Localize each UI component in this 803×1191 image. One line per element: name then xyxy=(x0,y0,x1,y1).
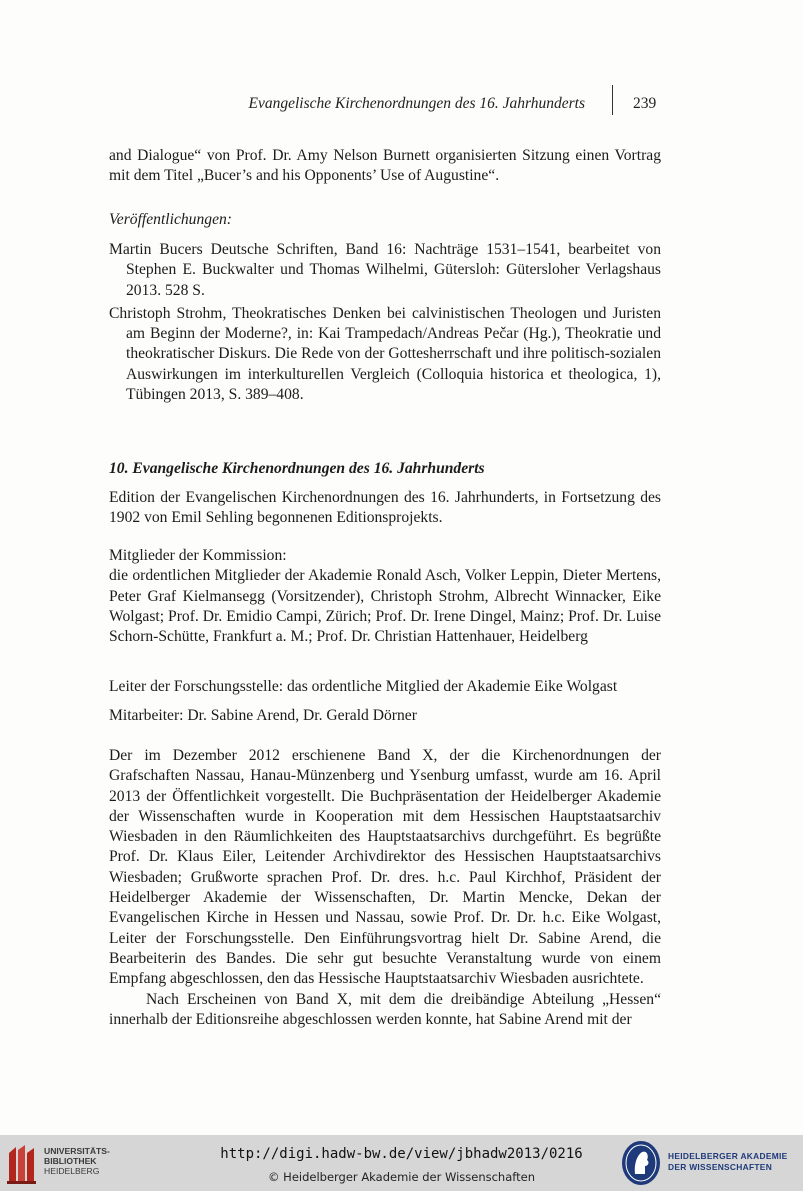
publications-list xyxy=(109,240,661,405)
academy-seal-icon xyxy=(621,1140,661,1186)
academy-name xyxy=(668,1151,788,1173)
ub-line-3: HEIDELBERG xyxy=(44,1166,100,1176)
academy-line-1: HEIDELBERGER AKADEMIE xyxy=(668,1151,788,1161)
section-intro: Edition der Evangelischen Kirchenordnungen des 16. Jahrhunderts, in Fortsetzung des 1902 von Emil Sehling begonnenen Editionsprojekts. xyxy=(109,489,661,527)
leader-block xyxy=(109,677,661,697)
running-head-divider xyxy=(612,85,613,115)
publication-entry: Martin Bucers Deutsche Schriften, Band 16: Nachträge 1531–1541, bearbeitet von Stephen E. Buckwalter und Thomas Wilhelmi, Gütersloh: Gütersloher Verlagshaus 2013. 528 S. xyxy=(109,241,661,299)
members-label: Mitglieder der Kommission: xyxy=(109,547,287,564)
publication-entry: Christoph Strohm, Theokratisches Denken bei calvinistischen Theologen und Juristen am Beginn der Moderne?, in: Kai Trampedach/Andreas Pečar (Hg.), Theokratie und theokratischer Diskurs. Die Rede von der Gottesherrschaft und ihre politisch-sozialen Auswirkungen im interkulturellen Vergleich (Colloquia historica et theologica, 1), Tübingen 2013, S. 389–408. xyxy=(109,304,661,404)
section-heading-block xyxy=(109,459,661,479)
staff-line: Mitarbeiter: Dr. Sabine Arend, Dr. Gerald Dörner xyxy=(109,707,417,724)
staff-block xyxy=(109,706,661,726)
leader-line: Leiter der Forschungsstelle: das ordentliche Mitglied der Akademie Eike Wolgast xyxy=(109,678,618,695)
main-paragraph: Der im Dezember 2012 erschienene Band X, der die Kirchenordnungen der Grafschaften Nassau, Hanau-Münzenberg und Ysenburg umfasst, wurde am 16. April 2013 der Öffentlichkeit vorgestellt. Die Buchpräsentation der Heidelberger Akademie der Wissenschaften wurde in Kooperation mit dem Hessischen Hauptstaatsarchiv Wiesbaden in den Räumlichkeiten des Hauptstaatsarchivs durchgeführt. Es begrüßte Prof. Dr. Klaus Eiler, Leitender Archivdirektor des Hessischen Hauptstaatsarchivs Wiesbaden; Grußworte sprachen Prof. Dr. dres. h.c. Paul Kirchhof, Präsident der Heidelberger Akademie der Wissenschaften, Dr. Martin Mencke, Dekan der Evangelischen Kirche in Hessen und Nassau, sowie Prof. Dr. Dr. h.c. Eike Wolgast, Leiter der Forschungsstelle. Den Einführungsvortrag hielt Dr. Sabine Arend, die Bearbeiterin des Bandes. Die sehr gut besuchte Veranstaltung wurde von einem Empfang abgeschlossen, den das Hessische Hauptstaatsarchiv Wiesbaden ausrichtete. xyxy=(109,747,661,988)
publications-label-block xyxy=(109,210,661,230)
ub-line-1: UNIVERSITÄTS- xyxy=(44,1146,110,1156)
members-block xyxy=(109,546,661,647)
academy-line-2: DER WISSENSCHAFTEN xyxy=(668,1162,773,1172)
members-text: die ordentlichen Mitglieder der Akademie Ronald Asch, Volker Leppin, Dieter Mertens, Peter Graf Kielmansegg (Vorsitzender), Christoph Strohm, Albrecht Winnacker, Eike Wolgast; Prof. Dr. Emidio Campi, Zürich; Prof. Dr. Irene Dingel, Mainz; Prof. Dr. Luise Schorn-Schütte, Frankfurt a. M.; Prof. Dr. Christian Hattenhauer, Heidelberg xyxy=(109,567,661,646)
intro-paragraph: and Dialogue“ von Prof. Dr. Amy Nelson Burnett organisierten Sitzung einen Vortrag mit dem Titel „Bucer’s and his Opponents’ Use of Augustine“. xyxy=(109,147,661,185)
section-heading: 10. Evangelische Kirchenordnungen des 16. Jahrhunderts xyxy=(109,460,485,477)
publications-label: Veröffentlichungen: xyxy=(109,211,232,228)
section-intro-block xyxy=(109,488,661,529)
running-head xyxy=(0,95,803,119)
permalink-url[interactable]: http://digi.hadw-bw.de/view/jbhadw2013/0216 xyxy=(220,1146,583,1162)
continuation-paragraph: Nach Erscheinen von Band X, mit dem die dreibändige Abteilung „Hessen“ innerhalb der Editionsreihe abgeschlossen werden konnte, hat Sabine Arend mit der xyxy=(109,990,661,1028)
running-head-title: Evangelische Kirchenordnungen des 16. Jahrhunderts xyxy=(248,95,585,112)
copyright-notice: © Heidelberger Akademie der Wissenschaften xyxy=(268,1170,535,1184)
page-number: 239 xyxy=(633,95,657,112)
intro-paragraph-block xyxy=(109,146,661,187)
ub-line-2: BIBLIOTHEK xyxy=(44,1156,97,1166)
digitization-footer xyxy=(0,1135,803,1191)
main-paragraph-block xyxy=(109,746,661,1030)
